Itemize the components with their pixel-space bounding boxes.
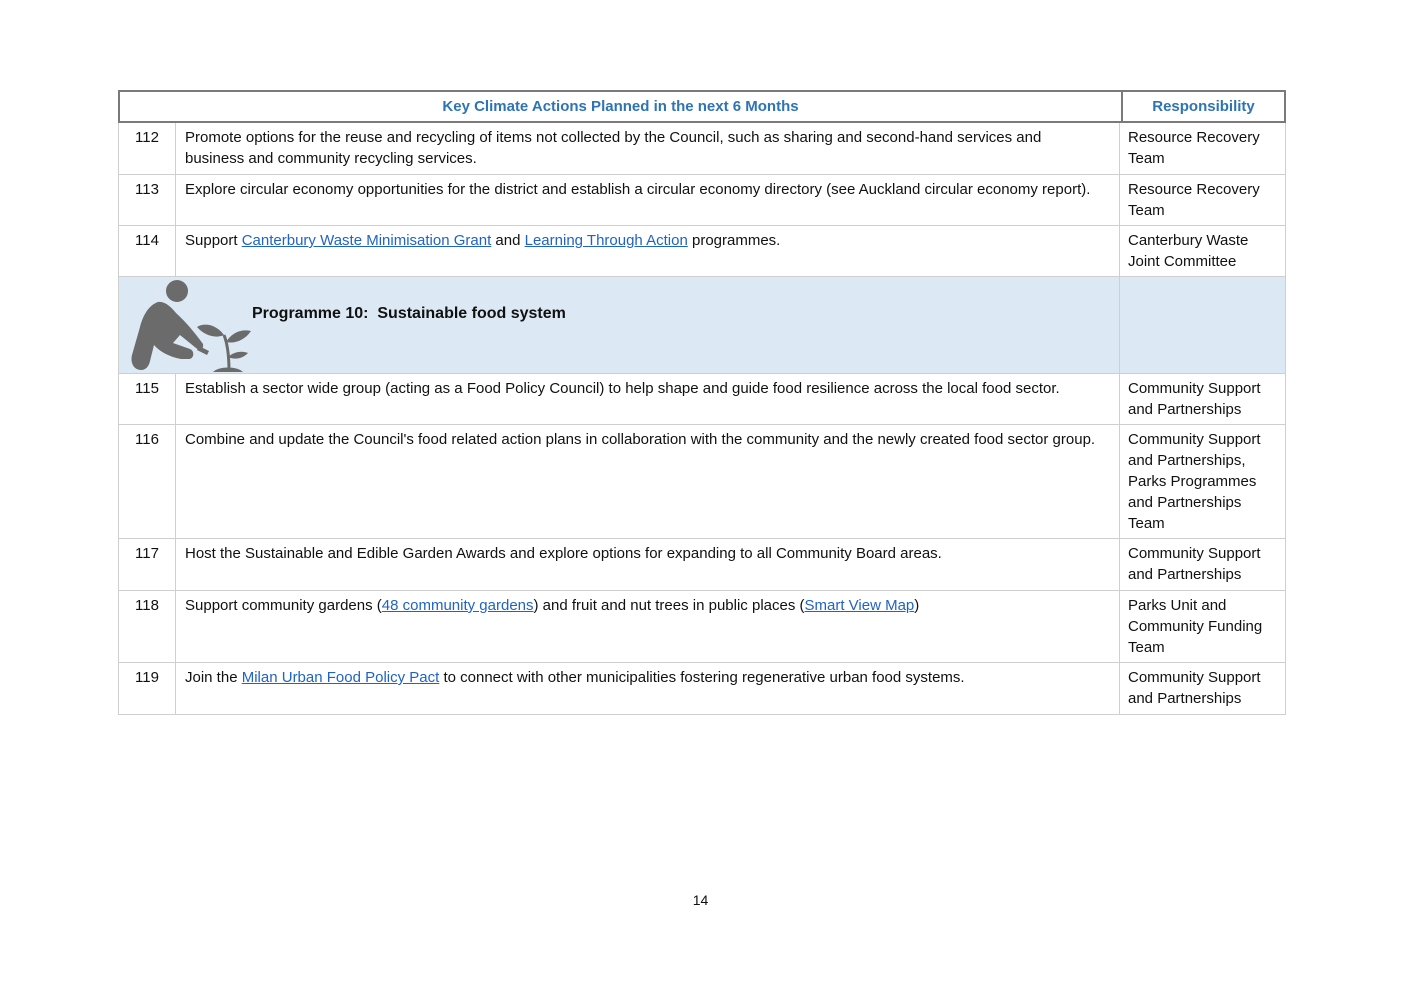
row-number: 119 [119, 663, 176, 714]
text-segment: programmes. [687, 232, 781, 249]
responsibility-cell: Community Support and Partnerships [1128, 380, 1261, 418]
action-description: Combine and update the Council's food related action plans in collaboration with the community and the newly created food sector group. [176, 425, 1120, 538]
table-row [118, 539, 1286, 591]
row-number: 115 [119, 374, 176, 424]
climate-actions-table [118, 90, 1286, 715]
link-canterbury-waste-minimisation-grant[interactable]: Canterbury Waste Minimisation Grant [241, 232, 492, 249]
action-description [176, 663, 1120, 714]
action-description: Promote options for the reuse and recycling of items not collected by the Council, such as sharing and second-hand services and business and community recycling services. [176, 123, 1120, 174]
row-number: 112 [119, 123, 176, 174]
row-number: 113 [119, 175, 176, 225]
row-number: 117 [119, 539, 176, 590]
page-number: 14 [692, 892, 709, 908]
responsibility-cell: Community Support and Partnerships [1128, 669, 1261, 707]
link-smart-view-map[interactable]: Smart View Map [804, 597, 915, 614]
link-learning-through-action[interactable]: Learning Through Action [524, 232, 688, 249]
header-key-actions: Key Climate Actions Planned in the next 6 Months [442, 98, 799, 115]
text-segment: Support community gardens ( [185, 597, 382, 614]
responsibility-cell: Resource Recovery Team [1128, 129, 1260, 167]
row-number: 114 [119, 226, 176, 276]
responsibility-cell: Community Support and Partnerships [1128, 545, 1261, 583]
action-description: Host the Sustainable and Edible Garden Awards and explore options for expanding to all Community Board areas. [176, 539, 1120, 590]
link-48-community-gardens[interactable]: 48 community gardens [381, 597, 534, 614]
text-segment: and [491, 232, 525, 249]
action-description: Explore circular economy opportunities for the district and establish a circular economy directory (see Auckland circular economy report). [176, 175, 1120, 225]
action-description [176, 226, 1120, 276]
programme-banner [119, 277, 1120, 373]
table-row [118, 591, 1286, 663]
gardener-planting-icon [127, 279, 253, 372]
programme-responsibility-cell [1120, 277, 1285, 373]
table-row [118, 425, 1286, 539]
responsibility-cell: Canterbury Waste Joint Committee [1128, 232, 1249, 270]
row-number: 116 [119, 425, 176, 538]
action-description: Establish a sector wide group (acting as a Food Policy Council) to help shape and guide food resilience across the local food sector. [176, 374, 1120, 424]
table-row [118, 175, 1286, 226]
table-row [118, 226, 1286, 277]
table-header [118, 90, 1286, 123]
table-row [118, 663, 1286, 715]
text-segment: ) and fruit and nut trees in public places ( [533, 597, 805, 614]
text-segment: Support [185, 232, 242, 249]
responsibility-cell: Community Support and Partnerships, Parks Programmes and Partnerships Team [1128, 431, 1261, 532]
responsibility-cell: Parks Unit and Community Funding Team [1128, 597, 1263, 656]
programme-title: Programme 10: Sustainable food system [252, 305, 566, 322]
row-number: 118 [119, 591, 176, 662]
text-segment: ) [914, 597, 920, 614]
link-milan-urban-food-policy-pact[interactable]: Milan Urban Food Policy Pact [241, 669, 440, 686]
text-segment: to connect with other municipalities fostering regenerative urban food systems. [439, 669, 965, 686]
programme-header-row [118, 277, 1286, 374]
responsibility-cell: Resource Recovery Team [1128, 181, 1260, 219]
table-row [118, 374, 1286, 425]
header-responsibility: Responsibility [1121, 92, 1284, 121]
action-description [176, 591, 1120, 662]
text-segment: Join the [185, 669, 242, 686]
table-row [118, 123, 1286, 175]
